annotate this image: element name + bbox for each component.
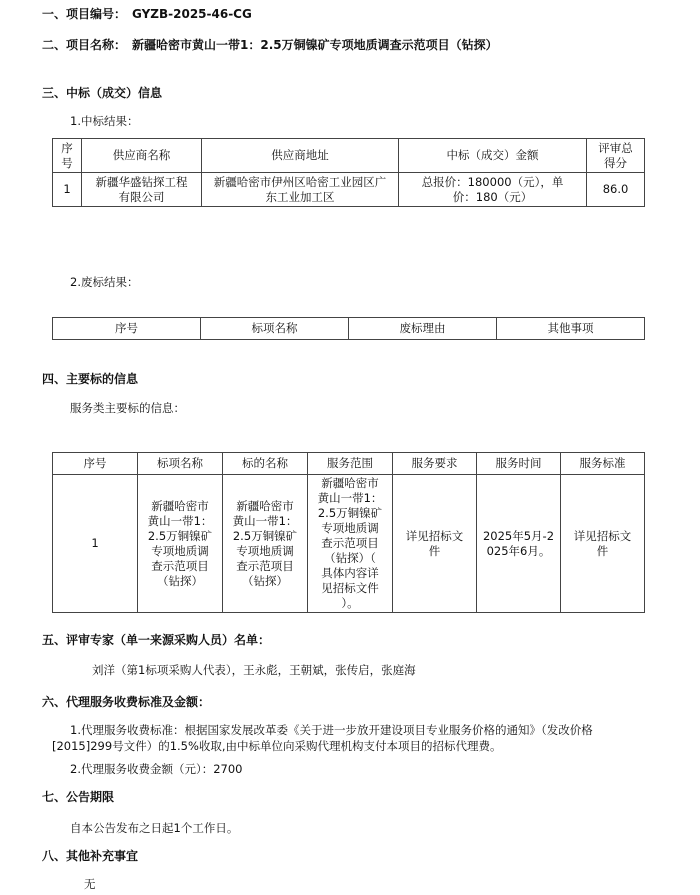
project-name-value: 新疆哈密市黄山一带1：2.5万铜镍矿专项地质调查示范项目（钻探）	[132, 38, 498, 52]
subject-cell-time: 2025年5月-2 025年6月。	[477, 475, 561, 613]
agency-fee-amount: 2.代理服务收费金额（元）：2700	[70, 762, 243, 776]
agency-fee-heading: 六、代理服务收费标准及金额：	[42, 695, 211, 709]
project-name-label: 二、项目名称：	[42, 38, 127, 52]
award-cell-supplier-address: 新疆哈密市伊州区哈密工业园区广 东工业加工区	[202, 173, 399, 207]
notice-period-text: 自本公告发布之日起1个工作日。	[70, 821, 239, 835]
subject-col-lot-name: 标项名称	[138, 453, 223, 475]
award-info-heading: 三、中标（成交）信息	[42, 86, 163, 100]
subject-cell-requirement: 详见招标文 件	[393, 475, 477, 613]
award-cell-score: 86.0	[587, 173, 645, 207]
table-row	[53, 475, 645, 613]
notice-period-heading: 七、公告期限	[42, 790, 115, 804]
service-subject-intro: 服务类主要标的信息：	[70, 401, 185, 415]
review-experts-list: 刘洋（第1标项采购人代表），王永彪，王朝斌，张传启，张庭海	[92, 663, 416, 677]
subject-col-index: 序号	[53, 453, 138, 475]
other-matters-heading: 八、其他补充事宜	[42, 849, 139, 863]
award-cell-amount: 总报价：180000（元），单 价：180（元）	[399, 173, 587, 207]
void-table-header-row	[53, 318, 645, 340]
other-matters-text: 无	[84, 877, 96, 891]
table-row	[53, 173, 645, 207]
subject-col-time: 服务时间	[477, 453, 561, 475]
project-number-value: GYZB-2025-46-CG	[132, 7, 252, 21]
award-cell-index: 1	[53, 173, 82, 207]
agency-fee-standard-line2: [2015]299号文件）的1.5%收取,由中标单位向采购代理机构支付本项目的招标代理费。	[52, 739, 502, 753]
award-table-header-row	[53, 139, 645, 173]
main-subject-heading: 四、主要标的信息	[42, 372, 139, 386]
subject-col-item-name: 标的名称	[223, 453, 308, 475]
subject-cell-lot-name: 新疆哈密市 黄山一带1： 2.5万铜镍矿 专项地质调 查示范项目 （钻探）	[138, 475, 223, 613]
void-result-table	[52, 317, 645, 340]
subject-info-table	[52, 452, 645, 613]
award-col-supplier-name: 供应商名称	[82, 139, 202, 173]
void-col-other: 其他事项	[497, 318, 645, 340]
subject-cell-standard: 详见招标文 件	[561, 475, 645, 613]
project-name-row	[42, 36, 498, 53]
award-col-amount: 中标（成交）金额	[399, 139, 587, 173]
subject-col-requirement: 服务要求	[393, 453, 477, 475]
agency-fee-standard-line1: 1.代理服务收费标准：根据国家发展改革委《关于进一步放开建设项目专业服务价格的通知》（发改价格	[70, 723, 593, 737]
subject-cell-index: 1	[53, 475, 138, 613]
project-number-label: 一、项目编号：	[42, 7, 127, 21]
subject-col-standard: 服务标准	[561, 453, 645, 475]
void-col-index: 序号	[53, 318, 201, 340]
award-result-subheading: 1.中标结果：	[70, 114, 139, 128]
award-col-index: 序 号	[53, 139, 82, 173]
review-experts-heading: 五、评审专家（单一来源采购人员）名单：	[42, 633, 271, 647]
subject-col-scope: 服务范围	[308, 453, 393, 475]
award-col-score: 评审总 得分	[587, 139, 645, 173]
award-cell-supplier-name: 新疆华盛钻探工程 有限公司	[82, 173, 202, 207]
project-number-row	[42, 5, 252, 22]
award-col-supplier-address: 供应商地址	[202, 139, 399, 173]
award-result-table	[52, 138, 645, 207]
void-col-lot-name: 标项名称	[201, 318, 349, 340]
void-col-reason: 废标理由	[349, 318, 497, 340]
void-result-subheading: 2.废标结果：	[70, 275, 139, 289]
subject-table-header-row	[53, 453, 645, 475]
subject-cell-item-name: 新疆哈密市 黄山一带1： 2.5万铜镍矿 专项地质调 查示范项目 （钻探）	[223, 475, 308, 613]
subject-cell-scope: 新疆哈密市 黄山一带1： 2.5万铜镍矿 专项地质调 查示范项目 （钻探）（ 具体内容详 见招标文件 ）。	[308, 475, 393, 613]
